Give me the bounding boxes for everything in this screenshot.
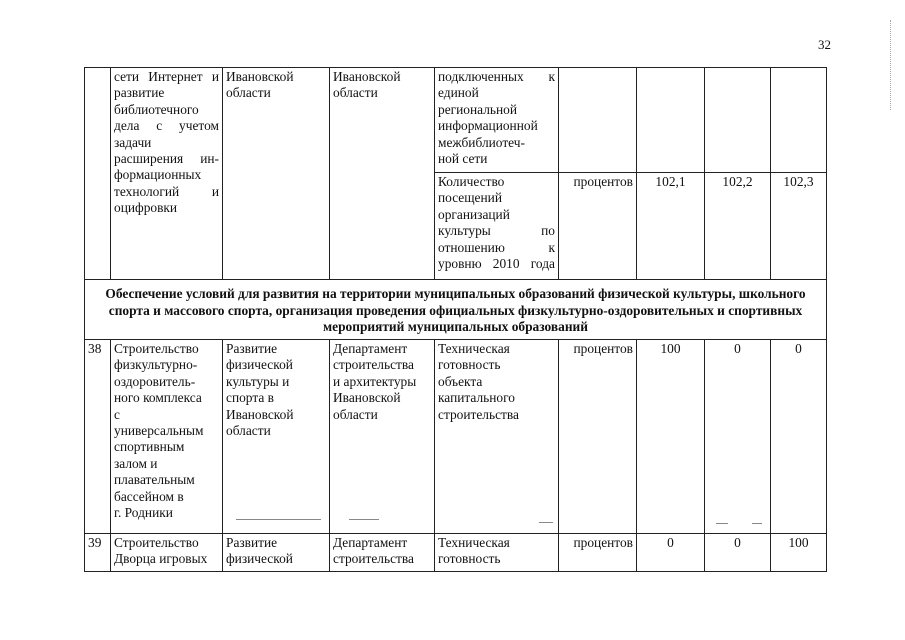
scan-smudge [236,519,321,520]
event-line: плавательным [114,472,195,488]
executor-line: Департамент [333,341,408,356]
indicator-line: региональной [438,101,518,117]
value-cell-empty [636,67,705,173]
event-line: задачи [114,134,152,150]
program-line: физической [226,551,293,567]
program-cell [222,339,330,534]
indicator-line: организаций [438,206,510,222]
indicator-cell [434,67,559,173]
executor-cell [329,533,435,572]
unit-cell: процентов [558,339,637,534]
indicator-line: готовность [438,357,501,373]
event-line: залом и [114,455,158,471]
row-number-cell-empty [84,67,111,280]
scan-smudge [539,522,553,523]
value-cell: 0 [636,533,705,572]
event-cell [110,339,223,534]
event-line: физкультурно- [114,357,198,373]
program-line: физической [226,357,293,373]
event-line: универсальным [114,423,204,439]
indicator-line: ной сети [438,151,488,167]
unit-cell: процентов [558,533,637,572]
event-line: развитие [114,85,165,101]
value-cell-empty [770,67,827,173]
program-line: Ивановской [226,406,294,422]
indicator-cell [434,533,559,572]
event-line: расширения ин- [114,151,219,167]
executor-line: области [333,85,378,101]
indicator-line: строительства [438,406,519,422]
scan-smudge [716,523,728,524]
program-line: спорта в [226,390,274,406]
program-line: Развитие [226,535,278,550]
value-cell: 102,1 [636,172,705,280]
scan-smudge [349,519,379,520]
value-cell: 0 [704,339,771,534]
program-line: области [226,423,271,439]
row-number: 38 [84,339,111,534]
executor-line: строительства [333,551,414,567]
event-line: Дворца игровых [114,551,208,567]
indicator-line: объекта [438,373,483,389]
page-number: 32 [818,37,831,52]
executor-cell [329,67,435,280]
event-line: библиотечного [114,101,199,117]
program-cell [222,67,330,280]
indicator-line: капитального [438,390,515,406]
event-line: ного комплекса [114,390,202,406]
event-line: дела с учетом [114,118,219,134]
executor-line: области [333,406,378,422]
scan-margin-mark [890,20,894,110]
indicator-line: единой [438,85,479,101]
event-cell [110,533,223,572]
indicator-line: Техническая [438,341,510,356]
program-line: Развитие [226,341,278,356]
executor-line: Ивановской [333,390,401,406]
executor-line: строительства [333,357,414,373]
event-line: оздоровитель- [114,373,196,389]
indicator-line: готовность [438,551,501,567]
event-line: с [114,406,120,422]
event-line: Строительство [114,535,199,550]
scan-smudge [752,523,762,524]
indicator-cell [434,172,559,280]
value-cell: 100 [636,339,705,534]
event-line: технологий и [114,183,219,199]
row-number: 39 [84,533,111,572]
event-line: сети Интернет и [114,69,219,84]
event-line: Строительство [114,341,199,356]
indicator-line: Техническая [438,535,510,550]
indicator-cell [434,339,559,534]
executor-line: Департамент [333,535,408,550]
event-line: формационных [114,167,202,183]
executor-cell [329,339,435,534]
value-cell: 0 [770,339,827,534]
indicator-line: информационной [438,118,538,134]
indicator-line: культуры по [438,223,555,239]
value-cell: 100 [770,533,827,572]
program-line: культуры и [226,373,290,389]
indicator-line: посещений [438,190,502,206]
unit-cell-empty [558,67,637,173]
event-line: бассейном в [114,488,184,504]
unit-cell: процентов [558,172,637,280]
value-cell: 102,2 [704,172,771,280]
indicator-line: уровню 2010 года [438,256,555,272]
indicator-line: отношению к [438,239,555,255]
indicator-line: межбиблиотеч- [438,134,525,150]
section-heading: Обеспечение условий для развития на территории муниципальных образований физической культуры, школьного спорта и массового спорта, организация проведения официальных физкультурно-оздоровительных и спортивных мероприятий муниципальных образований [84,279,827,340]
program-line: Ивановской [226,69,294,84]
executor-line: и архитектуры [333,373,417,389]
value-cell: 102,3 [770,172,827,280]
program-cell [222,533,330,572]
event-line: оцифровки [114,200,178,216]
value-cell: 0 [704,533,771,572]
value-cell-empty [704,67,771,173]
executor-line: Ивановской [333,69,401,84]
event-line: г. Родники [114,505,173,521]
indicator-line: Количество [438,174,505,189]
program-line: области [226,85,271,101]
program-table [84,67,827,572]
indicator-line: подключенных к [438,69,555,84]
event-line: спортивным [114,439,185,455]
event-cell [110,67,223,280]
